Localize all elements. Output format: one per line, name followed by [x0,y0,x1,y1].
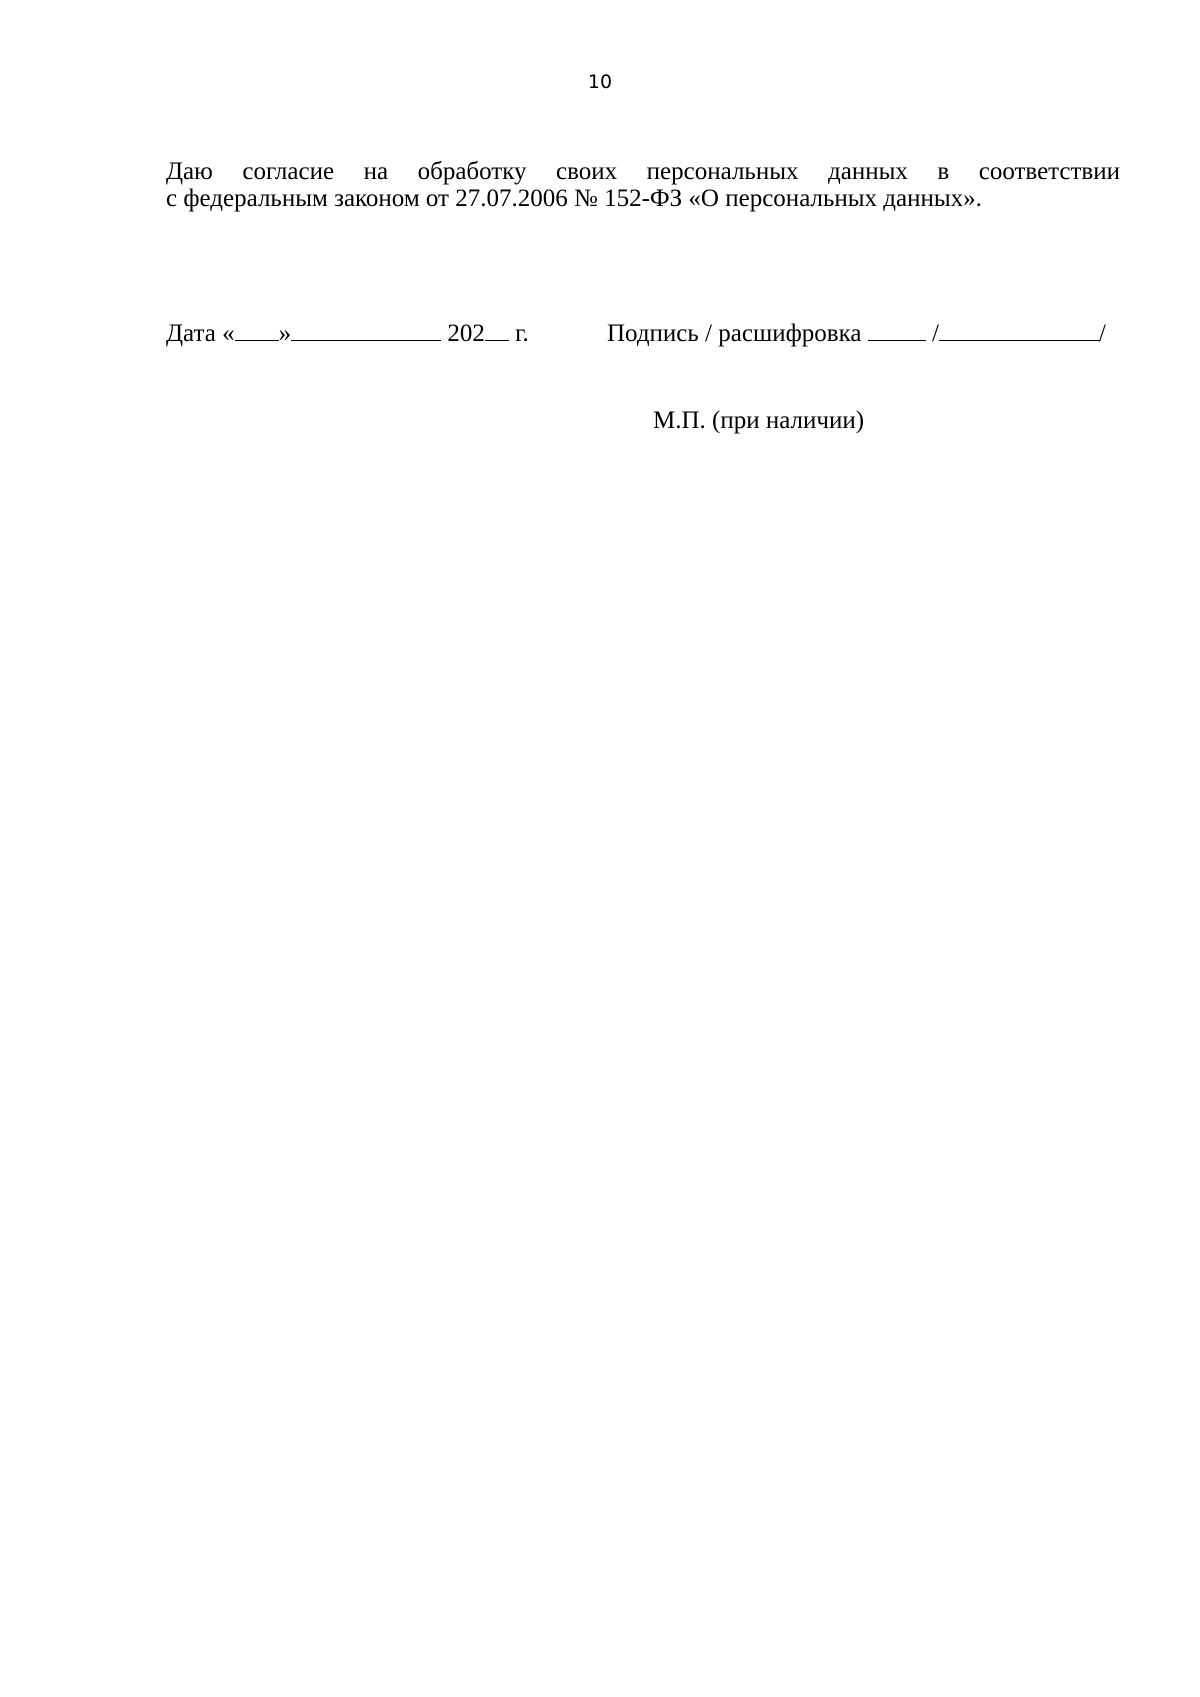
stamp-placeholder: М.П. (при наличии) [653,407,865,434]
year-blank[interactable] [485,318,509,341]
consent-word: обработку [417,158,527,185]
consent-word: Даю [166,158,213,185]
consent-line-1 [166,158,1120,185]
signature-field [607,318,1106,349]
day-blank[interactable] [235,318,279,341]
year-suffix: г. [508,320,529,347]
signature-label: Подпись / расшифровка [607,320,862,347]
consent-word: в [937,158,950,185]
date-close-quote: » [278,320,292,347]
signature-end: / [1098,320,1106,347]
consent-word: согласие [242,158,335,185]
consent-paragraph [166,158,1120,212]
page-number: 10 [587,71,613,93]
consent-word: на [363,158,389,185]
month-blank[interactable] [291,318,441,341]
consent-word: соответствии [978,158,1120,185]
consent-line-2: с федеральным законом от 27.07.2006 № 152-ФЗ «О персональных данных». [166,185,982,212]
signature-separator: / [931,320,939,347]
year-prefix: 202 [447,320,485,347]
consent-word: своих [556,158,618,185]
date-field [166,318,529,349]
consent-word: персональных [646,158,799,185]
consent-word: данных [828,158,908,185]
date-label: Дата « [166,320,235,347]
signature-blank[interactable] [868,318,926,341]
name-decoding-blank[interactable] [939,318,1099,341]
